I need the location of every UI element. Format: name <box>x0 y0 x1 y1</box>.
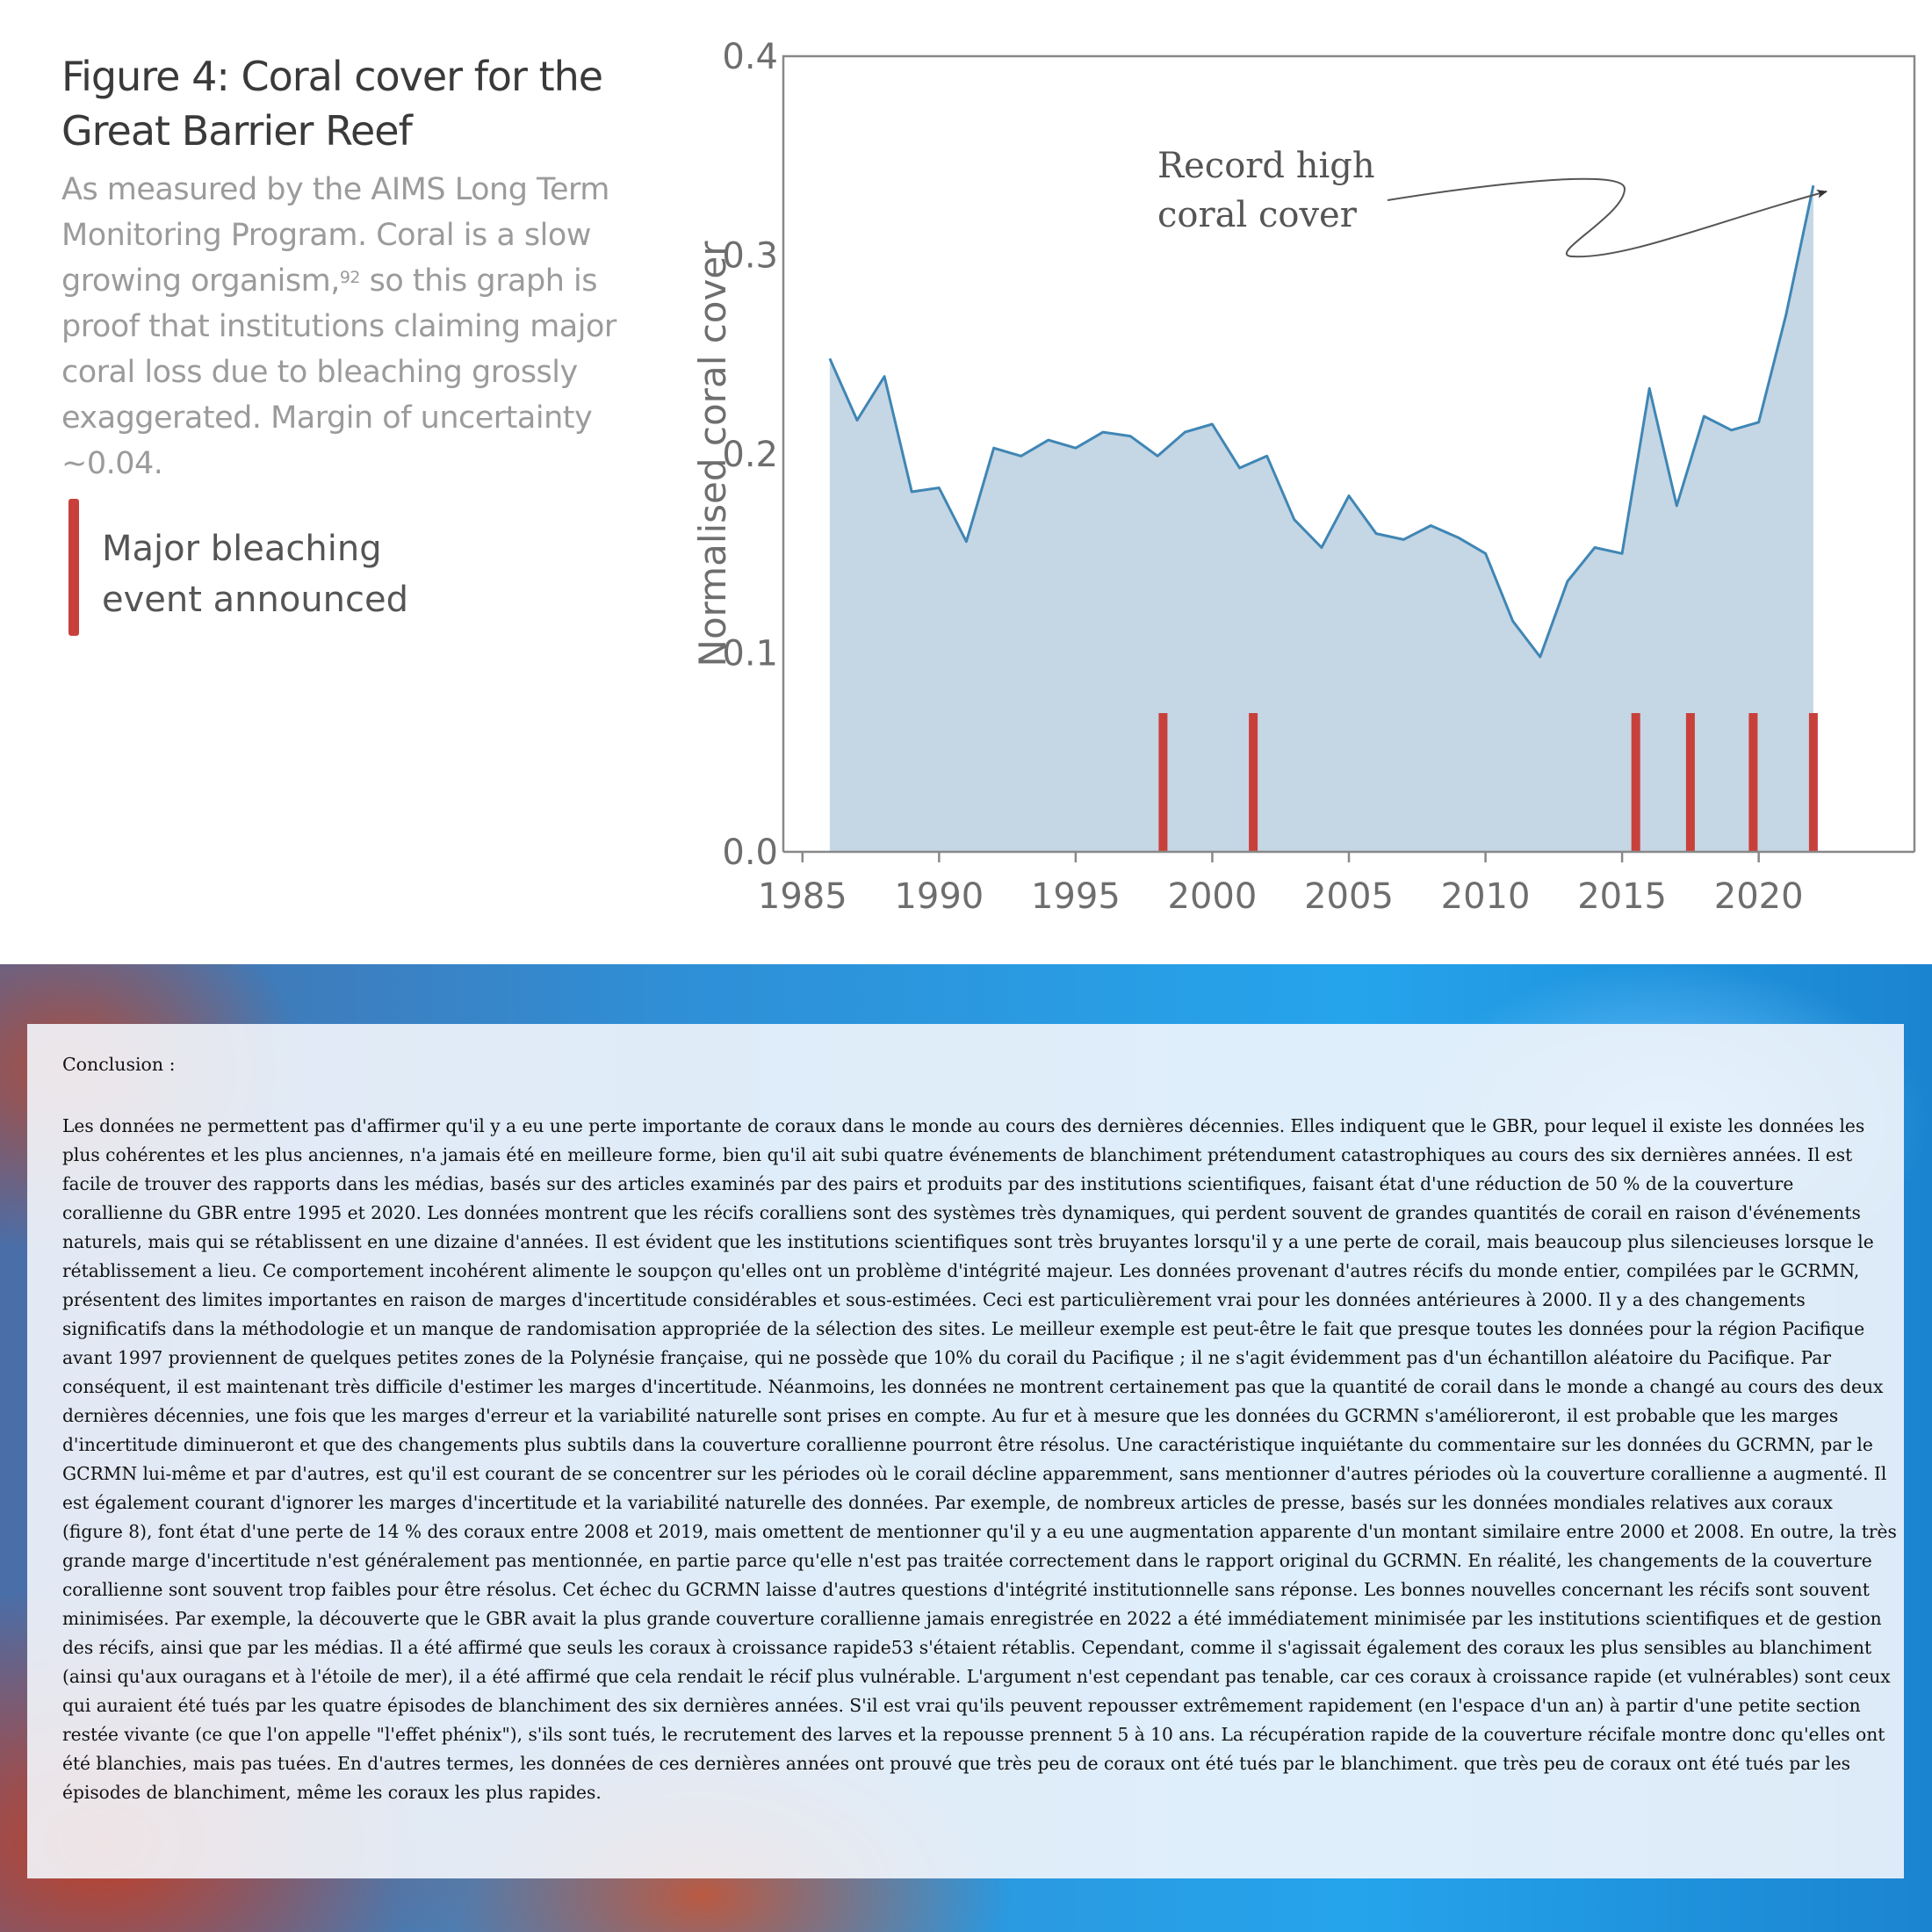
plot-area <box>828 184 1818 852</box>
y-tick-label-0.4: 0.4 <box>722 37 778 77</box>
coral-cover-chart <box>0 0 1932 964</box>
annotations <box>1157 146 1827 256</box>
caption-text-2: so this graph is proof that institutions claiming major coral loss due to bleaching grossly exaggerated. Margin of uncertainty ~0.04. <box>61 263 616 481</box>
figure-panel <box>0 0 1932 964</box>
conclusion-card <box>27 1024 1904 1878</box>
coral-cover-area <box>830 185 1813 852</box>
bleaching-marker-2002 <box>1249 713 1258 852</box>
y-axis-title: Normalised coral cover <box>691 241 734 667</box>
y-tick-label-0.3: 0.3 <box>722 235 778 277</box>
caption-reference: 92 <box>339 268 361 287</box>
bleaching-marker-2022 <box>1809 713 1818 852</box>
x-tick-label-2010: 2010 <box>1440 876 1531 917</box>
y-tick-label-0.2: 0.2 <box>722 435 778 475</box>
record-high-arrow <box>1388 179 1827 257</box>
bleaching-marker-1998 <box>1158 713 1167 852</box>
conclusion-heading: Conclusion : <box>62 1054 176 1075</box>
x-tick-label-2020: 2020 <box>1713 876 1804 917</box>
record-high-label-line1: Record high <box>1157 146 1375 186</box>
conclusion-body: Les données ne permettent pas d'affirmer qu'il y a eu une perte importante de coraux dans le monde au cours des dernières décennies. Elles indiquent que le GBR, pour lequel il existe les données les plus cohérentes et les plus anciennes, n'a jamais été en meilleure forme, bien qu'il ait subi quatre événements de blanchiment prétendument catastrophiques au cours des six dernières années. Il est facile de trouver des rapports dans les médias, basés sur des articles examinés par des pairs et produits par des institutions scientifiques, faisant état d'une réduction de 50 % de la couverture corallienne du GBR entre 1995 et 2020. Les données montrent que les récifs coralliens sont des systèmes très dynamiques, qui perdent souvent de grandes quantités de corail en raison d'événements naturels, mais qui se rétablissent en une dizaine d'années. Il est évident que les institutions scientifiques sont très bruyantes lorsqu'il y a une perte de corail, mais beaucoup plus silencieuses lorsque le rétablissement a lieu. Ce comportement incohérent alimente le soupçon qu'elles ont un problème d'intégrité majeur. Les données provenant d'autres récifs du monde entier, compilées par le GCRMN, présentent des limites importantes en raison de marges d'incertitude considérables et sous-estimées. Ceci est particulièrement vrai pour les données antérieures à 2000. Il y a des changements significatifs dans la méthodologie et un manque de randomisation appropriée de la sélection des sites. Le meilleur exemple est peut-être le fait que presque toutes les données pour la région Pacifique avant 1997 proviennent de quelques petites zones de la Polynésie française, qui ne possède que 10% du corail du Pacifique ; il ne s'agit évidemment pas d'un échantillon aléatoire du Pacifique. Par conséquent, il est maintenant très difficile d'estimer les marges d'incertitude. Néanmoins, les données ne montrent certainement pas que la quantité de corail dans le monde a changé au cours des deux dernières décennies, une fois que les marges d'erreur et la variabilité naturelle sont prises en compte. Au fur et à mesure que les données du GCRMN s'amélioreront, il est probable que les marges d'incertitude diminueront et que des changements plus subtils dans la couverture corallienne pourront être résolus. Une caractéristique inquiétante du commentaire sur les données du GCRMN, par le GCRMN lui-même et par d'autres, est qu'il est courant de se concentrer sur les périodes où le corail décline apparemment, sans mentionner d'autres périodes où la couverture corallienne a augmenté. Il est également courant d'ignorer les marges d'incertitude et la variabilité naturelle des données. Par exemple, de nombreux articles de presse, basés sur les données mondiales relatives aux coraux (figure 8), font état d'une perte de 14 % des coraux entre 2008 et 2019, mais omettent de mentionner qu'il y a eu une augmentation apparente d'un montant similaire entre 2000 et 2008. En outre, la très grande marge d'incertitude n'est généralement pas mentionnée, en partie parce qu'elle n'est pas traitée correctement dans le rapport original du GCRMN. En réalité, les changements de la couverture corallienne sont souvent trop faibles pour être résolus. Cet échec du GCRMN laisse d'autres questions d'intégrité institutionnelle sans réponse. Les bonnes nouvelles concernant les récifs sont souvent minimisées. Par exemple, la découverte que le GBR avait la plus grande couverture corallienne jamais enregistrée en 2022 a été immédiatement minimisée par les institutions scientifiques et de gestion des récifs, ainsi que par les médias. Il a été affirmé que seuls les coraux à croissance rapide53 s'étaient rétablis. Cependant, comme il s'agissait également des coraux les plus sensibles au blanchiment (ainsi qu'aux ouragans et à l'étoile de mer), il a été affirmé que cela rendait le récif plus vulnérable. L'argument n'est cependant pas tenable, car ces coraux à croissance rapide (et vulnérables) sont ceux qui auraient été tués par les quatre épisodes de blanchiment des six dernières années. S'il est vrai qu'ils peuvent repousser extrêmement rapidement (en l'espace d'un an) à partir d'une petite section restée vivante (ce que l'on appelle "l'effet phénix"), s'ils sont tués, le recrutement des larves et la repousse prennent 5 à 10 ans. La récupération rapide de la couverture récifale montre donc qu'elles ont été blanchies, mais pas tuées. En d'autres termes, les données de ces dernières années ont prouvé que très peu de coraux ont été tués par le blanchiment. que très peu de coraux ont été tués par les épisodes de blanchiment, même les coraux les plus rapides. <box>62 1115 1897 1803</box>
x-tick-label-1995: 1995 <box>1030 876 1121 917</box>
x-tick-label-2015: 2015 <box>1577 876 1668 917</box>
bleaching-marker-2016 <box>1632 713 1640 852</box>
y-tick-label-0: 0.0 <box>722 833 778 873</box>
x-tick-label-2005: 2005 <box>1304 876 1394 917</box>
y-tick-label-0.1: 0.1 <box>722 633 778 674</box>
bleaching-marker-2020 <box>1748 713 1757 852</box>
x-tick-label-2000: 2000 <box>1167 876 1258 917</box>
coral-reef-background <box>0 964 1932 1932</box>
record-high-label-line2: coral cover <box>1157 195 1357 235</box>
figure-title: Figure 4: Coral cover for the Great Barrier Reef <box>61 53 603 155</box>
x-tick-label-1985: 1985 <box>757 876 847 917</box>
bleaching-marker-2018 <box>1686 713 1695 852</box>
x-tick-label-1990: 1990 <box>894 876 984 917</box>
legend-bleaching-label: Major bleaching event announced <box>102 529 409 620</box>
caption-text-1: As measured by the AIMS Long Term Monitoring Program. Coral is a slow growing organism, <box>61 172 609 299</box>
